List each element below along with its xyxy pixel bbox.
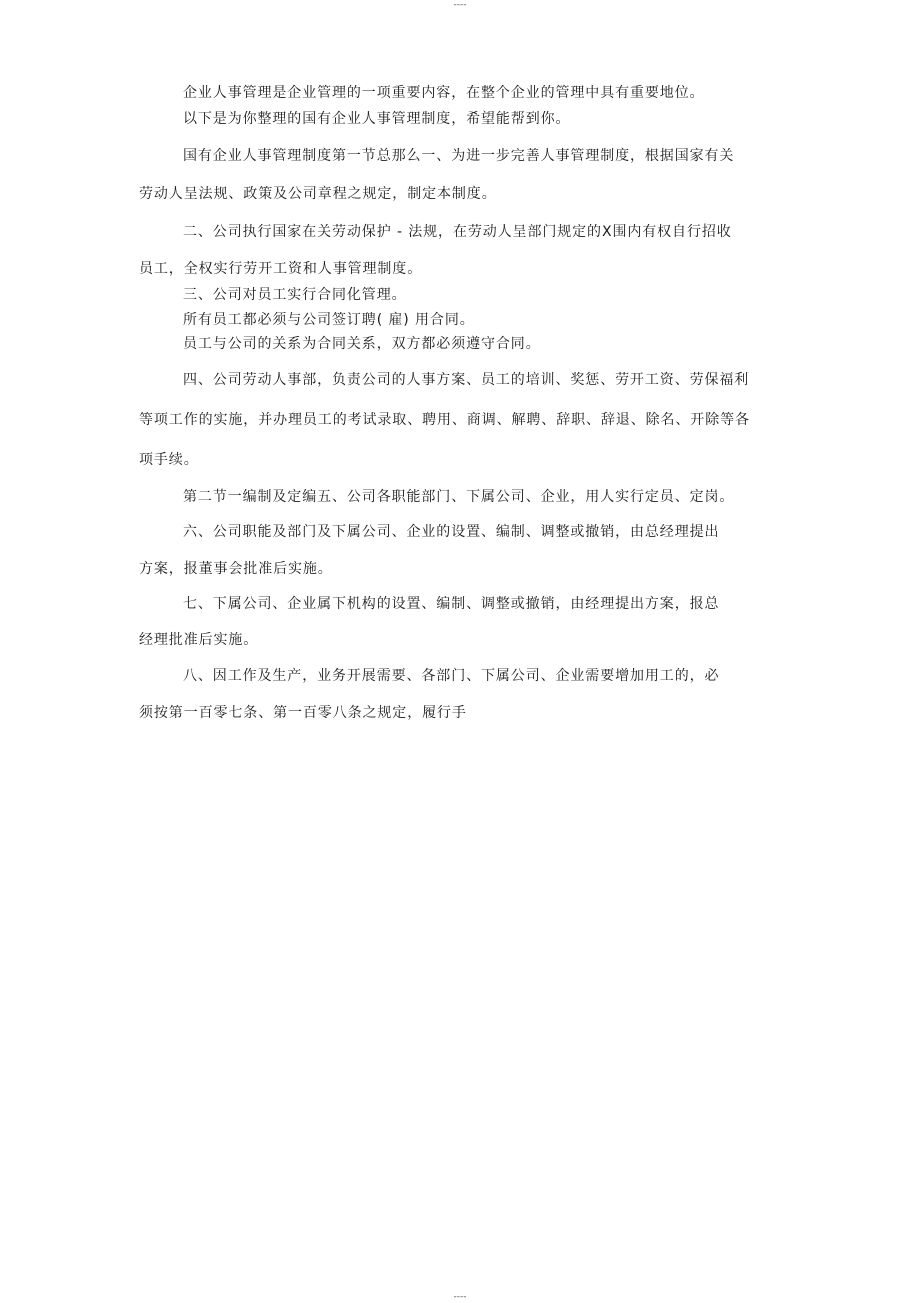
text-line: 项手续。 <box>139 452 199 468</box>
page-header-mark: ---- <box>453 0 467 10</box>
text-line: 七、下属公司、企业属下机构的设置、编制、调整或撤销，由经理提出方案，报总 <box>183 596 720 612</box>
text-line: 六、公司职能及部门及下属公司、企业的设置、编制、调整或撤销，由总经理提出 <box>183 524 720 540</box>
text-line: 劳动人呈法规、政策及公司章程之规定，制定本制度。 <box>139 186 497 202</box>
text-line: 三、公司对员工实行合同化管理。 <box>183 287 407 303</box>
text-line: 二、公司执行国家在关劳动保护 - 法规，在劳动人呈部门规定的X围内有权自行招收 <box>183 224 732 240</box>
text-line: 经理批准后实施。 <box>139 632 259 648</box>
text-line: 等项工作的实施，并办理员工的考试录取、聘用、商调、解聘、辞职、辞退、除名、开除等各 <box>139 412 750 428</box>
text-line: 员工，全权实行劳开工资和人事管理制度。 <box>139 261 423 277</box>
text-line: 所有员工都必须与公司签订聘( 雇) 用合同。 <box>183 312 475 328</box>
text-line: 八、因工作及生产，业务开展需要、各部门、下属公司、企业需要增加用工的，必 <box>183 668 720 684</box>
text-line: 国有企业人事管理制度第一节总那么一、为进一步完善人事管理制度，根据国家有关 <box>183 148 735 164</box>
text-line: 第二节一编制及定编五、公司各职能部门、下属公司、企业，用人实行定员、定岗。 <box>183 489 735 505</box>
text-line: 须按第一百零七条、第一百零八条之规定，履行手 <box>139 705 467 721</box>
text-line: 方案，报董事会批准后实施。 <box>139 561 333 577</box>
page-footer-mark: ---- <box>453 1292 467 1302</box>
text-line: 以下是为你整理的国有企业人事管理制度，希望能帮到你。 <box>183 111 571 127</box>
text-line: 员工与公司的关系为合同关系，双方都必须遵守合同。 <box>183 336 541 352</box>
text-line: 四、公司劳动人事部，负责公司的人事方案、员工的培训、奖惩、劳开工资、劳保福利 <box>183 372 750 388</box>
text-line: 企业人事管理是企业管理的一项重要内容，在整个企业的管理中具有重要地位。 <box>183 85 705 101</box>
